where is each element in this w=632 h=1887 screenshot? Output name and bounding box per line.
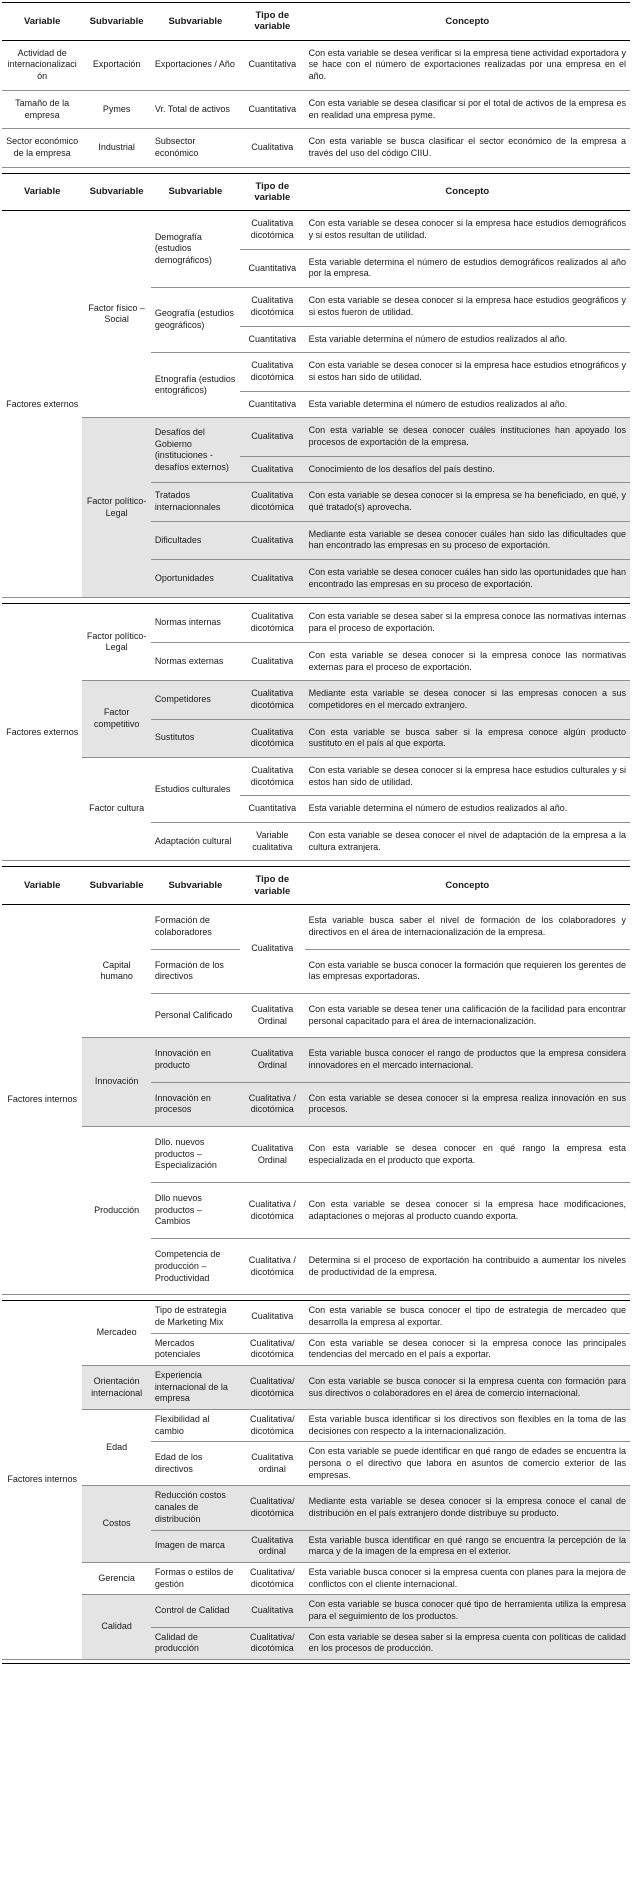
- cell-tipo-de-variable: Cualitativa: [240, 1301, 305, 1333]
- table-row: [2, 1127, 630, 1183]
- column-header-subvariable-1: Subvariable: [82, 173, 150, 211]
- cell-concepto: Con esta variable se busca conocer la formación que requieren los gerentes de las empresas exportadoras.: [305, 949, 630, 993]
- cell-subvariable-2: Oportunidades: [151, 560, 240, 598]
- cell-subvariable-2: Adaptación cultural: [151, 823, 240, 861]
- column-header-subvariable-2: Subvariable: [151, 3, 240, 41]
- cell-concepto: Con esta variable se desea conocer en qué rango la empresa esta especializada en el producto que exporta.: [305, 1127, 630, 1183]
- cell-subvariable-1: Orientación internacional: [82, 1365, 150, 1409]
- cell-tipo-de-variable: Cualitativa dicotómica: [240, 757, 305, 795]
- cell-concepto: Con esta variable se desea conocer si la empresa se ha beneficiado, en qué, y qué tratado(s) aprovecha.: [305, 483, 630, 521]
- cell-tipo-de-variable: Cuantitativa: [240, 40, 305, 90]
- cell-tipo-de-variable: Cualitativa dicotómica: [240, 288, 305, 326]
- cell-tipo-de-variable: Cualitativa/ dicotómica: [240, 1486, 305, 1530]
- cell-subvariable-2: Exportaciones / Año: [151, 40, 240, 90]
- cell-concepto: Con esta variable se desea conocer si la empresa realiza innovación en sus procesos.: [305, 1082, 630, 1126]
- cell-subvariable-2: Geografía (estudios geográficos): [151, 288, 240, 353]
- cell-subvariable-2: Tipo de estrategia de Marketing Mix: [151, 1301, 240, 1333]
- table-row: [2, 1486, 630, 1530]
- cell-concepto: Esta variable busca identificar en qué rango se encuentra la percepción de la marca y de la imagen de la empresa en el exterior.: [305, 1530, 630, 1562]
- cell-subvariable-2: Experiencia internacional de la empresa: [151, 1365, 240, 1409]
- cell-concepto: Con esta variable se busca conocer el tipo de estrategia de mercadeo que desarrolla la empresa al exportar.: [305, 1301, 630, 1333]
- table-row: [2, 1595, 630, 1627]
- cell-tipo-de-variable: Cualitativa/ dicotómica: [240, 1410, 305, 1442]
- cell-tipo-de-variable: Cualitativa: [240, 456, 305, 483]
- cell-concepto: Mediante esta variable se desea conocer cuáles han sido las dificultades que han encontrado las empresas en su proceso de exportación.: [305, 521, 630, 559]
- cell-concepto: Con esta variable se desea conocer si la empresa hace estudios geográficos y si estos fueron de utilidad.: [305, 288, 630, 326]
- table-row: [2, 40, 630, 90]
- cell-concepto: Con esta variable se desea clasificar si por el total de activos de la empresa es en realidad una empresa pyme.: [305, 90, 630, 128]
- cell-subvariable-2: Formación de los directivos: [151, 949, 240, 993]
- cell-tipo-de-variable: Cualitativa dicotómica: [240, 353, 305, 391]
- header-row: [2, 867, 630, 905]
- cell-concepto: Con esta variable se desea tener una calificación de la facilidad para encontrar personal capacitado para el área de internacionalización.: [305, 993, 630, 1037]
- table-row: [2, 757, 630, 795]
- cell-concepto: Con esta variable se desea conocer si la empresa conoce las normativas externas para el proceso de exportación.: [305, 642, 630, 680]
- header-row: [2, 3, 630, 41]
- cell-subvariable-2: Normas internas: [151, 604, 240, 642]
- column-header-concepto: Concepto: [305, 867, 630, 905]
- cell-variable: Sector económico de la empresa: [2, 129, 82, 167]
- cell-tipo-de-variable: Cuantitativa: [240, 391, 305, 418]
- cell-tipo-de-variable: Cualitativa: [240, 521, 305, 559]
- cell-tipo-de-variable: Cualitativa ordinal: [240, 1442, 305, 1486]
- cell-tipo-de-variable: Cualitativa Ordinal: [240, 1038, 305, 1082]
- cell-subvariable-2: Calidad de producción: [151, 1627, 240, 1659]
- cell-tipo-de-variable: Cualitativa Ordinal: [240, 993, 305, 1037]
- cell-variable: Tamaño de la empresa: [2, 90, 82, 128]
- cell-concepto: Con esta variable se desea saber si la empresa conoce las normativas internas para el proceso de exportación.: [305, 604, 630, 642]
- table-row: [2, 211, 630, 249]
- column-header-concepto: Concepto: [305, 3, 630, 41]
- table-variables-generales: [2, 2, 630, 168]
- cell-subvariable-2: Innovación en producto: [151, 1038, 240, 1082]
- cell-tipo-de-variable: Cualitativa/ dicotómica: [240, 1365, 305, 1409]
- table-row: [2, 418, 630, 456]
- cell-subvariable-2: Control de Calidad: [151, 1595, 240, 1627]
- table-factores-externos-2: [2, 603, 630, 861]
- cell-concepto: Con esta variable se desea conocer si la empresa conoce las principales tendencias del mercado en el país a exportar.: [305, 1333, 630, 1365]
- cell-subvariable-2: Tratados internacionnales: [151, 483, 240, 521]
- cell-subvariable-2: Innovación en procesos: [151, 1082, 240, 1126]
- header-row: [2, 173, 630, 211]
- table-row: [2, 681, 630, 719]
- column-header-subvariable-2: Subvariable: [151, 867, 240, 905]
- cell-subvariable-1: Exportación: [82, 40, 150, 90]
- cell-tipo-de-variable: Cualitativa dicotómica: [240, 719, 305, 757]
- cell-tipo-de-variable: Cualitativa: [240, 129, 305, 167]
- bottom-rule: [2, 1663, 630, 1664]
- cell-concepto: Con esta variable se desea conocer si la empresa hace estudios etnográficos y si estos han sido de utilidad.: [305, 353, 630, 391]
- cell-subvariable-2: Formación de colaboradores: [151, 905, 240, 949]
- table-factores-internos-1: [2, 866, 630, 1295]
- cell-concepto: Esta variable busca saber el nivel de formación de los colaboradores y directivos en el área de internacionalización de la empresa.: [305, 905, 630, 949]
- cell-concepto: Esta variable determina el número de estudios realizados al año.: [305, 796, 630, 823]
- cell-subvariable-1: Innovación: [82, 1038, 150, 1127]
- cell-tipo-de-variable: Cualitativa / dicotómica: [240, 1183, 305, 1239]
- cell-tipo-de-variable: Cualitativa dicotómica: [240, 681, 305, 719]
- column-header-concepto: Concepto: [305, 173, 630, 211]
- cell-concepto: Esta variable determina el número de estudios demográficos realizados al año por la empresa.: [305, 249, 630, 287]
- cell-tipo-de-variable: Cuantitativa: [240, 90, 305, 128]
- column-header-variable: Variable: [2, 173, 82, 211]
- cell-subvariable-1: Calidad: [82, 1595, 150, 1660]
- cell-subvariable-2: Competidores: [151, 681, 240, 719]
- cell-concepto: Con esta variable se desea conocer cuáles instituciones han apoyado los procesos de exportación de la empresa.: [305, 418, 630, 456]
- cell-concepto: Con esta variable se desea conocer si la empresa hace estudios demográficos y si estos resultan de utilidad.: [305, 211, 630, 249]
- cell-tipo-de-variable: Variable cualitativa: [240, 823, 305, 861]
- cell-tipo-de-variable: Cuantitativa: [240, 249, 305, 287]
- cell-variable: Factores internos: [2, 1301, 82, 1660]
- cell-subvariable-2: Vr. Total de activos: [151, 90, 240, 128]
- cell-subvariable-2: Imagen de marca: [151, 1530, 240, 1562]
- cell-variable: Factores internos: [2, 905, 82, 1295]
- cell-tipo-de-variable: Cualitativa dicotómica: [240, 483, 305, 521]
- cell-subvariable-2: Formas o estilos de gestión: [151, 1562, 240, 1594]
- cell-tipo-de-variable: Cualitativa/ dicotómica: [240, 1333, 305, 1365]
- cell-subvariable-1: Capital humano: [82, 905, 150, 1038]
- cell-subvariable-1: Factor político-Legal: [82, 604, 150, 681]
- cell-concepto: Determina si el proceso de exportación ha contribuido a aumentar los niveles de productividad de la empresa.: [305, 1239, 630, 1295]
- column-header-subvariable-2: Subvariable: [151, 173, 240, 211]
- table-row: [2, 905, 630, 949]
- cell-concepto: Con esta variable se desea verificar si la empresa tiene actividad exportadora y se hace con el número de exportaciones realizadas por una empresa en el año.: [305, 40, 630, 90]
- cell-concepto: Con esta variable se busca conocer si la empresa cuenta con formación para sus directivos o colaboradores en el área de comercio internacional.: [305, 1365, 630, 1409]
- cell-concepto: Mediante esta variable se desea conocer si la empresa conoce el canal de distribución en el país extranjero donde distribuye su producto.: [305, 1486, 630, 1530]
- table-row: [2, 90, 630, 128]
- cell-subvariable-2: Personal Calificado: [151, 993, 240, 1037]
- cell-subvariable-2: Estudios culturales: [151, 757, 240, 822]
- cell-concepto: Con esta variable se desea conocer cuáles han sido las oportunidades que han encontrado las empresas en su proceso de exportación.: [305, 560, 630, 598]
- cell-subvariable-2: Normas externas: [151, 642, 240, 680]
- cell-tipo-de-variable: Cualitativa dicotómica: [240, 211, 305, 249]
- cell-subvariable-1: Factor físico – Social: [82, 211, 150, 418]
- cell-concepto: Con esta variable se puede identificar en qué rango de edades se encuentra la persona o el directivo que labora en asuntos de comercio exterior de las empresas.: [305, 1442, 630, 1486]
- cell-tipo-de-variable: Cuantitativa: [240, 326, 305, 353]
- cell-tipo-de-variable: Cualitativa Ordinal: [240, 1127, 305, 1183]
- cell-concepto: Esta variable determina el número de estudios realizados al año.: [305, 326, 630, 353]
- cell-subvariable-1: Costos: [82, 1486, 150, 1562]
- table-row: [2, 1038, 630, 1082]
- cell-variable: Actividad de internacionalización: [2, 40, 82, 90]
- cell-subvariable-1: Factor competitivo: [82, 681, 150, 758]
- cell-concepto: Esta variable busca identificar si los directivos son flexibles en la toma de las decisiones con respecto a la internacionalización.: [305, 1410, 630, 1442]
- table-row: [2, 1410, 630, 1442]
- cell-subvariable-2: Flexibilidad al cambio: [151, 1410, 240, 1442]
- column-header-variable: Variable: [2, 3, 82, 41]
- column-header-tipo-de-variable: Tipo de variable: [240, 3, 305, 41]
- cell-subvariable-1: Edad: [82, 1410, 150, 1486]
- cell-subvariable-2: Competencia de producción – Productividad: [151, 1239, 240, 1295]
- cell-variable: Factores externos: [2, 211, 82, 598]
- cell-tipo-de-variable: Cualitativa/ dicotómica: [240, 1562, 305, 1594]
- cell-subvariable-2: Sustitutos: [151, 719, 240, 757]
- cell-subvariable-1: Gerencia: [82, 1562, 150, 1594]
- cell-concepto: Esta variable determina el número de estudios realizados al año.: [305, 391, 630, 418]
- cell-subvariable-2: Dllo. nuevos productos – Especialización: [151, 1127, 240, 1183]
- cell-tipo-de-variable: Cualitativa ordinal: [240, 1530, 305, 1562]
- cell-concepto: Mediante esta variable se desea conocer si las empresas conocen a sus competidores en el mercado extranjero.: [305, 681, 630, 719]
- table-factores-internos-2: [2, 1300, 630, 1660]
- cell-subvariable-2: Demografía (estudios demográficos): [151, 211, 240, 288]
- cell-tipo-de-variable: Cualitativa dicotómica: [240, 604, 305, 642]
- cell-subvariable-1: Pymes: [82, 90, 150, 128]
- cell-subvariable-2: Dificultades: [151, 521, 240, 559]
- column-header-tipo-de-variable: Tipo de variable: [240, 867, 305, 905]
- cell-tipo-de-variable: Cualitativa: [240, 418, 305, 456]
- cell-tipo-de-variable: Cualitativa / dicotómica: [240, 1082, 305, 1126]
- cell-subvariable-1: Factor político-Legal: [82, 418, 150, 598]
- cell-subvariable-2: Subsector económico: [151, 129, 240, 167]
- table-row: [2, 1301, 630, 1333]
- cell-subvariable-1: Producción: [82, 1127, 150, 1295]
- table-row: [2, 604, 630, 642]
- column-header-subvariable-1: Subvariable: [82, 3, 150, 41]
- table-row: [2, 1365, 630, 1409]
- cell-subvariable-1: Mercadeo: [82, 1301, 150, 1366]
- table-row: [2, 1562, 630, 1594]
- cell-subvariable-1: Factor cultura: [82, 757, 150, 860]
- cell-concepto: Con esta variable se busca saber si la empresa conoce algún producto sustituto en el país al que exporta.: [305, 719, 630, 757]
- cell-subvariable-2: Mercados potenciales: [151, 1333, 240, 1365]
- tables-container: [2, 2, 630, 1660]
- cell-subvariable-2: Reducción costos canales de distribución: [151, 1486, 240, 1530]
- cell-concepto: Con esta variable se busca conocer qué tipo de herramienta utiliza la empresa para el seguimiento de los productos.: [305, 1595, 630, 1627]
- cell-tipo-de-variable: Cuantitativa: [240, 796, 305, 823]
- cell-subvariable-2: Edad de los directivos: [151, 1442, 240, 1486]
- cell-tipo-de-variable: Cualitativa: [240, 1595, 305, 1627]
- cell-concepto: Con esta variable se desea conocer si la empresa hace estudios culturales y si estos han sido de utilidad.: [305, 757, 630, 795]
- cell-tipo-de-variable: Cualitativa: [240, 642, 305, 680]
- cell-tipo-de-variable: Cualitativa/ dicotómica: [240, 1627, 305, 1659]
- table-row: [2, 129, 630, 167]
- cell-subvariable-2: Etnografía (estudios entográficos): [151, 353, 240, 418]
- column-header-tipo-de-variable: Tipo de variable: [240, 173, 305, 211]
- cell-concepto: Con esta variable se desea saber si la empresa cuenta con políticas de calidad en los procesos de producción.: [305, 1627, 630, 1659]
- cell-tipo-de-variable: Cualitativa: [240, 560, 305, 598]
- cell-concepto: Con esta variable se busca clasificar el sector económico de la empresa a través del uso del código CIIU.: [305, 129, 630, 167]
- cell-concepto: Con esta variable se desea conocer el nivel de adaptación de la empresa a la cultura extranjera.: [305, 823, 630, 861]
- cell-tipo-de-variable: Cualitativa: [240, 905, 305, 994]
- cell-concepto: Esta variable busca conocer si la empresa cuenta con planes para la mejora de conflictos con el cliente internacional.: [305, 1562, 630, 1594]
- table-factores-externos-1: [2, 173, 630, 599]
- cell-subvariable-1: Industrial: [82, 129, 150, 167]
- cell-concepto: Esta variable busca conocer el rango de productos que la empresa considera innovadores en el mercado internacional.: [305, 1038, 630, 1082]
- column-header-subvariable-1: Subvariable: [82, 867, 150, 905]
- cell-subvariable-2: Dllo nuevos productos – Cambios: [151, 1183, 240, 1239]
- cell-subvariable-2: Desafíos del Gobierno (instituciones - desafíos externos): [151, 418, 240, 483]
- cell-variable: Factores externos: [2, 604, 82, 861]
- cell-concepto: Conocimiento de los desafíos del país destino.: [305, 456, 630, 483]
- cell-tipo-de-variable: Cualitativa / dicotómica: [240, 1239, 305, 1295]
- column-header-variable: Variable: [2, 867, 82, 905]
- cell-concepto: Con esta variable se desea conocer si la empresa hace modificaciones, adaptaciones o mejoras al producto cuando exporta.: [305, 1183, 630, 1239]
